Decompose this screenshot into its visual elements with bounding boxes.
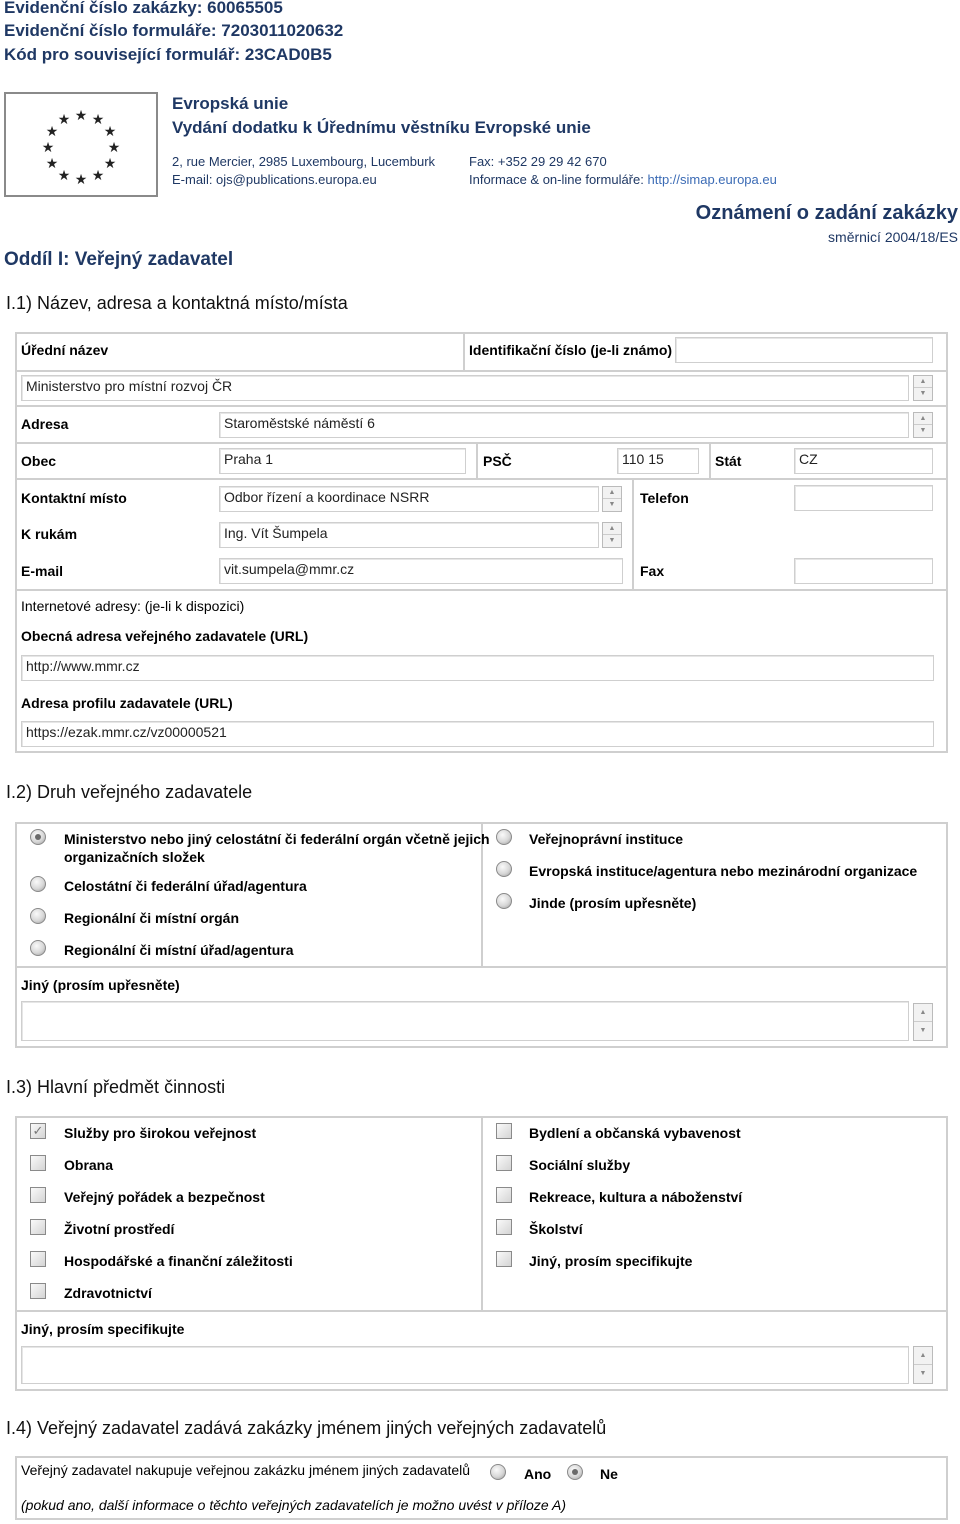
radio-regional-agency[interactable] xyxy=(30,940,46,956)
opt-education-label: Školství xyxy=(529,1221,583,1237)
svg-text:★: ★ xyxy=(41,140,55,156)
s12-other-spinner[interactable]: ▲ ▼ xyxy=(913,1003,933,1041)
opt-other-label: Jiný, prosím specifikujte xyxy=(529,1253,693,1269)
s13-other-field[interactable] xyxy=(21,1346,909,1384)
email-field[interactable]: vit.sumpela@mmr.cz xyxy=(219,558,623,584)
city-label: Obec xyxy=(21,453,57,469)
chk-social[interactable] xyxy=(496,1155,512,1171)
s14-question: Veřejný zadavatel nakupuje veřejnou zakázku jménem jiných zadavatelů xyxy=(21,1462,471,1478)
s12-heading: I.2) Druh veřejného zadavatele xyxy=(6,782,253,802)
country-label: Stát xyxy=(715,453,742,469)
chk-general-public[interactable]: ✓ xyxy=(30,1123,46,1139)
chk-housing[interactable] xyxy=(496,1123,512,1139)
phone-label: Telefon xyxy=(640,490,689,506)
opt-general-public-label: Služby pro širokou veřejnost xyxy=(64,1125,257,1141)
attn-field[interactable]: Ing. Vít Šumpela xyxy=(219,522,599,548)
svg-text:★: ★ xyxy=(103,156,117,172)
simap-link[interactable]: http://simap.europa.eu xyxy=(647,172,777,187)
related-form-code: Kód pro související formulář: 23CAD0B5 xyxy=(4,45,332,64)
contract-number: Evidenční číslo zakázky: 60065505 xyxy=(4,0,283,17)
notice-directive: směrnicí 2004/18/ES xyxy=(828,229,958,245)
id-field[interactable] xyxy=(675,337,933,363)
eu-fax: Fax: +352 29 29 42 670 xyxy=(469,154,607,169)
psc-field[interactable]: 110 15 xyxy=(617,448,699,474)
radio-yes[interactable] xyxy=(490,1464,506,1480)
radio-eu-institution[interactable] xyxy=(496,861,512,877)
form-number: Evidenční číslo formuláře: 7203011020632 xyxy=(4,21,344,40)
contact-label: Kontaktní místo xyxy=(21,490,127,506)
s12-other-label: Jiný (prosím upřesněte) xyxy=(21,977,180,993)
chk-environment[interactable] xyxy=(30,1219,46,1235)
opt-regional-authority-label: Regionální či místní orgán xyxy=(64,910,240,926)
radio-public-body[interactable] xyxy=(496,829,512,845)
address-field[interactable]: Staroměstské náměstí 6 xyxy=(219,412,909,438)
s12-other-field[interactable] xyxy=(21,1001,909,1041)
chk-public-order[interactable] xyxy=(30,1187,46,1203)
opt-housing-label: Bydlení a občanská vybavenost xyxy=(529,1125,741,1141)
svg-text:★: ★ xyxy=(57,112,71,128)
svg-text:★: ★ xyxy=(45,156,59,172)
svg-text:★: ★ xyxy=(103,124,117,140)
eu-logo xyxy=(4,92,158,197)
opt-ministry-label: Ministerstvo nebo jiný celostátní či federální orgán včetně jejich xyxy=(64,831,490,847)
city-field[interactable]: Praha 1 xyxy=(219,448,466,474)
internet-label: Internetové adresy: (je-li k dispozici) xyxy=(21,598,245,614)
chk-recreation[interactable] xyxy=(496,1187,512,1203)
yes-label: Ano xyxy=(524,1466,552,1482)
chk-health[interactable] xyxy=(30,1283,46,1299)
chk-other[interactable] xyxy=(496,1251,512,1267)
fax-field[interactable] xyxy=(794,558,933,584)
attn-spinner[interactable]: ▲ ▼ xyxy=(602,522,622,548)
s14-heading: I.4) Veřejný zadavatel zadává zakázky jménem jiných veřejných zadavatelů xyxy=(6,1418,607,1438)
s13-heading: I.3) Hlavní předmět činnosti xyxy=(6,1077,226,1097)
radio-elsewhere[interactable] xyxy=(496,893,512,909)
radio-regional-authority[interactable] xyxy=(30,908,46,924)
profile-url-field[interactable]: https://ezak.mmr.cz/vz00000521 xyxy=(21,721,934,747)
notice-title: Oznámení o zadání zakázky xyxy=(695,202,958,224)
general-url-label: Obecná adresa veřejného zadavatele (URL) xyxy=(21,628,309,644)
radio-no[interactable] xyxy=(567,1464,583,1480)
opt-regional-agency-label: Regionální či místní úřad/agentura xyxy=(64,942,294,958)
svg-text:★: ★ xyxy=(57,168,71,184)
official-name-field[interactable]: Ministerstvo pro místní rozvoj ČR xyxy=(21,375,909,401)
official-name-spinner[interactable]: ▲ ▼ xyxy=(913,375,933,401)
official-name-label: Úřední název xyxy=(21,342,109,358)
eu-address: 2, rue Mercier, 2985 Luxembourg, Lucemburk xyxy=(172,154,436,169)
eu-org: Evropská unie xyxy=(172,94,289,113)
opt-recreation-label: Rekreace, kultura a náboženství xyxy=(529,1189,743,1205)
s13-other-spinner[interactable]: ▲ ▼ xyxy=(913,1346,933,1384)
svg-text:★: ★ xyxy=(91,112,105,128)
opt-defence-label: Obrana xyxy=(64,1157,114,1173)
contact-field[interactable]: Odbor řízení a koordinace NSRR xyxy=(219,486,599,512)
phone-field[interactable] xyxy=(794,485,933,511)
address-spinner[interactable]: ▲ ▼ xyxy=(913,412,933,438)
svg-text:★: ★ xyxy=(45,124,59,140)
chk-education[interactable] xyxy=(496,1219,512,1235)
opt-elsewhere-label: Jinde (prosím upřesněte) xyxy=(529,895,697,911)
profile-url-label: Adresa profilu zadavatele (URL) xyxy=(21,695,233,711)
opt-social-label: Sociální služby xyxy=(529,1157,631,1173)
country-field[interactable]: CZ xyxy=(794,448,933,474)
chk-defence[interactable] xyxy=(30,1155,46,1171)
eu-publication: Vydání dodatku k Úřednímu věstníku Evropské unie xyxy=(172,118,591,137)
contact-spinner[interactable]: ▲ ▼ xyxy=(602,486,622,512)
opt-health-label: Zdravotnictví xyxy=(64,1285,152,1301)
opt-public-order-label: Veřejný pořádek a bezpečnost xyxy=(64,1189,265,1205)
radio-national-agency[interactable] xyxy=(30,876,46,892)
no-label: Ne xyxy=(600,1466,618,1482)
opt-eu-institution-label: Evropská instituce/agentura nebo mezinárodní organizace xyxy=(529,863,918,879)
svg-text:★: ★ xyxy=(91,168,105,184)
s13-other-label: Jiný, prosím specifikujte xyxy=(21,1321,185,1337)
s14-note: (pokud ano, další informace o těchto veřejných zadavatelích je možno uvést v příloze A) xyxy=(21,1497,566,1513)
address-label: Adresa xyxy=(21,416,69,432)
opt-environment-label: Životní prostředí xyxy=(64,1221,175,1237)
eu-stars-icon xyxy=(6,94,156,195)
opt-economic-label: Hospodářské a finanční záležitosti xyxy=(64,1253,293,1269)
svg-text:★: ★ xyxy=(107,140,121,156)
email-label: E-mail xyxy=(21,563,64,579)
radio-ministry[interactable] xyxy=(30,829,46,845)
eu-info xyxy=(469,172,777,187)
opt-ministry-label-2: organizačních složek xyxy=(64,849,205,865)
s11-heading: I.1) Název, adresa a kontaktná místo/místa xyxy=(6,293,348,313)
svg-text:★: ★ xyxy=(74,172,88,188)
section-title: Oddíl I: Veřejný zadavatel xyxy=(4,249,234,270)
id-label: Identifikační číslo (je-li známo) xyxy=(469,342,673,358)
opt-public-body-label: Veřejnoprávní instituce xyxy=(529,831,684,847)
attn-label: K rukám xyxy=(21,526,78,542)
eu-email: E-mail: ojs@publications.europa.eu xyxy=(172,172,377,187)
fax-label: Fax xyxy=(640,563,665,579)
general-url-field[interactable]: http://www.mmr.cz xyxy=(21,655,934,681)
opt-national-agency-label: Celostátní či federální úřad/agentura xyxy=(64,878,307,894)
eu-info-label: Informace & on-line formuláře: xyxy=(469,172,644,187)
psc-label: PSČ xyxy=(483,453,512,469)
svg-text:★: ★ xyxy=(74,108,88,124)
chk-economic[interactable] xyxy=(30,1251,46,1267)
